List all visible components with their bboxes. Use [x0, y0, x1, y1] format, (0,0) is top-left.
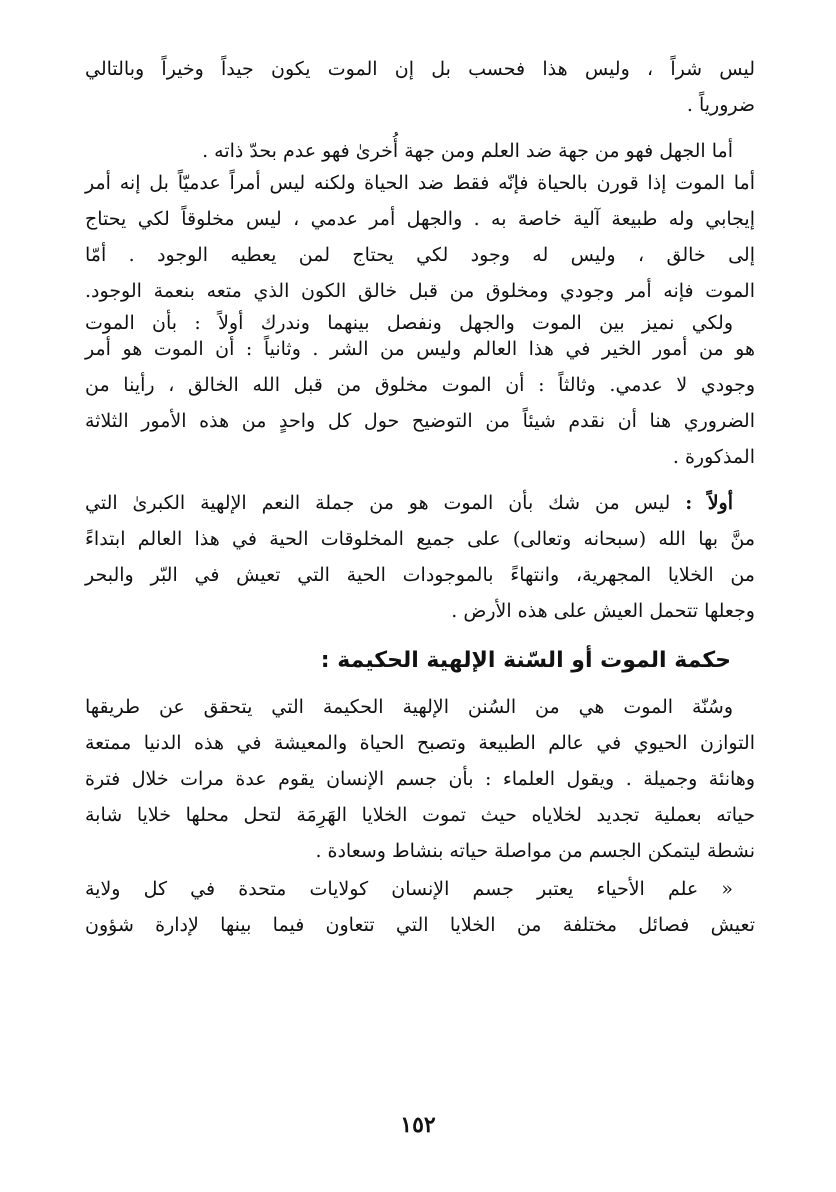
text-line: من الخلايا المجهرية، وانتهاءً بالموجودات الحية التي تعيش في البّر والبحر — [85, 564, 755, 586]
paragraph-quote — [85, 876, 755, 938]
first-label: أولاً : — [685, 492, 734, 514]
text-line: هو من أمور الخير في هذا العالم وليس من الشر . وثانياً : أن الموت هو أمر — [85, 338, 755, 360]
paragraph-intro — [85, 56, 755, 118]
text-line: « علم الأحياء يعتبر جسم الإنسان كولايات متحدة في كل ولاية — [85, 878, 733, 900]
text-line: تعيش فصائل مختلفة من الخلايا التي تتعاون فيما بينها لإدارة شؤون — [85, 914, 755, 936]
section-heading: حكمة الموت أو السّنة الإلهية الحكيمة : — [320, 648, 731, 673]
text-line: الموت فإنه أمر وجودي ومخلوق من قبل خالق الكون الذي متعه بنعمة الوجود. — [85, 280, 755, 302]
first-line-text: ليس من شك بأن الموت هو من جملة النعم الإلهية الكبرىٰ التي — [85, 492, 671, 514]
text-line: حياته بعملية تجديد لخلاياه حيث تموت الخلايا الهَرِمَة لتحل محلها خلايا شابة — [85, 804, 755, 826]
text-line: نشطة ليتمكن الجسم من مواصلة حياته بنشاط وسعادة . — [315, 840, 755, 862]
text-line: وسُنّة الموت هي من السُنن الإلهية الحكيمة التي يتحقق عن طريقها — [85, 696, 733, 718]
page-number: ١٥٢ — [400, 1112, 436, 1138]
page-body — [85, 56, 755, 938]
text-line: أما الموت إذا قورن بالحياة فإنّه فقط ضد الحياة ولكنه ليس أمراً عدميّاً بل إنه أمر — [85, 172, 755, 194]
text-line: إيجابي وله طبيعة آلية خاصة به . والجهل أمر عدمي ، ليس مخلوقاً لكي يحتاج — [85, 208, 755, 230]
text-line: منَّ بها الله (سبحانه وتعالى) على جميع المخلوقات الحية في هذا العالم ابتداءً — [85, 528, 755, 550]
text-line: ليس شراً ، وليس هذا فحسب بل إن الموت يكون جيداً وخيراً وبالتالي — [85, 58, 755, 80]
text-line: وهانئة وجميلة . ويقول العلماء : بأن جسم الإنسان يقوم عدة مرات خلال فترة — [85, 768, 755, 790]
text-line: ولكي نميز بين الموت والجهل ونفصل بينهما وندرك أولاً : بأن الموت — [85, 312, 733, 334]
paragraph-ignorance — [85, 138, 755, 304]
paragraph-wisdom — [85, 694, 755, 864]
text-line: وجودي لا عدمي. وثالثاً : أن الموت مخلوق من قبل الله الخالق ، رأينا من — [85, 374, 755, 396]
text-line: التوازن الحيوي في عالم الطبيعة وتصبح الحياة والمعيشة في هذه الدنيا ممتعة — [85, 732, 755, 754]
text-line: المذكورة . — [672, 446, 755, 468]
paragraph-distinction — [85, 310, 755, 470]
text-line: الضروري هنا أن نقدم شيئاً من التوضيح حول كل واحدٍ من هذه الأمور الثلاثة — [85, 410, 755, 432]
text-line: إلى خالق ، وليس له وجود لكي يحتاج لمن يعطيه الوجود . أمّا — [85, 244, 755, 266]
text-line: ضرورياً . — [686, 94, 755, 116]
paragraph-first — [85, 490, 755, 624]
text-line: أما الجهل فهو من جهة ضد العلم ومن جهة أُخرىٰ فهو عدم بحدّ ذاته . — [202, 140, 733, 162]
text-line — [85, 490, 755, 516]
text-line: وجعلها تتحمل العيش على هذه الأرض . — [451, 600, 755, 622]
